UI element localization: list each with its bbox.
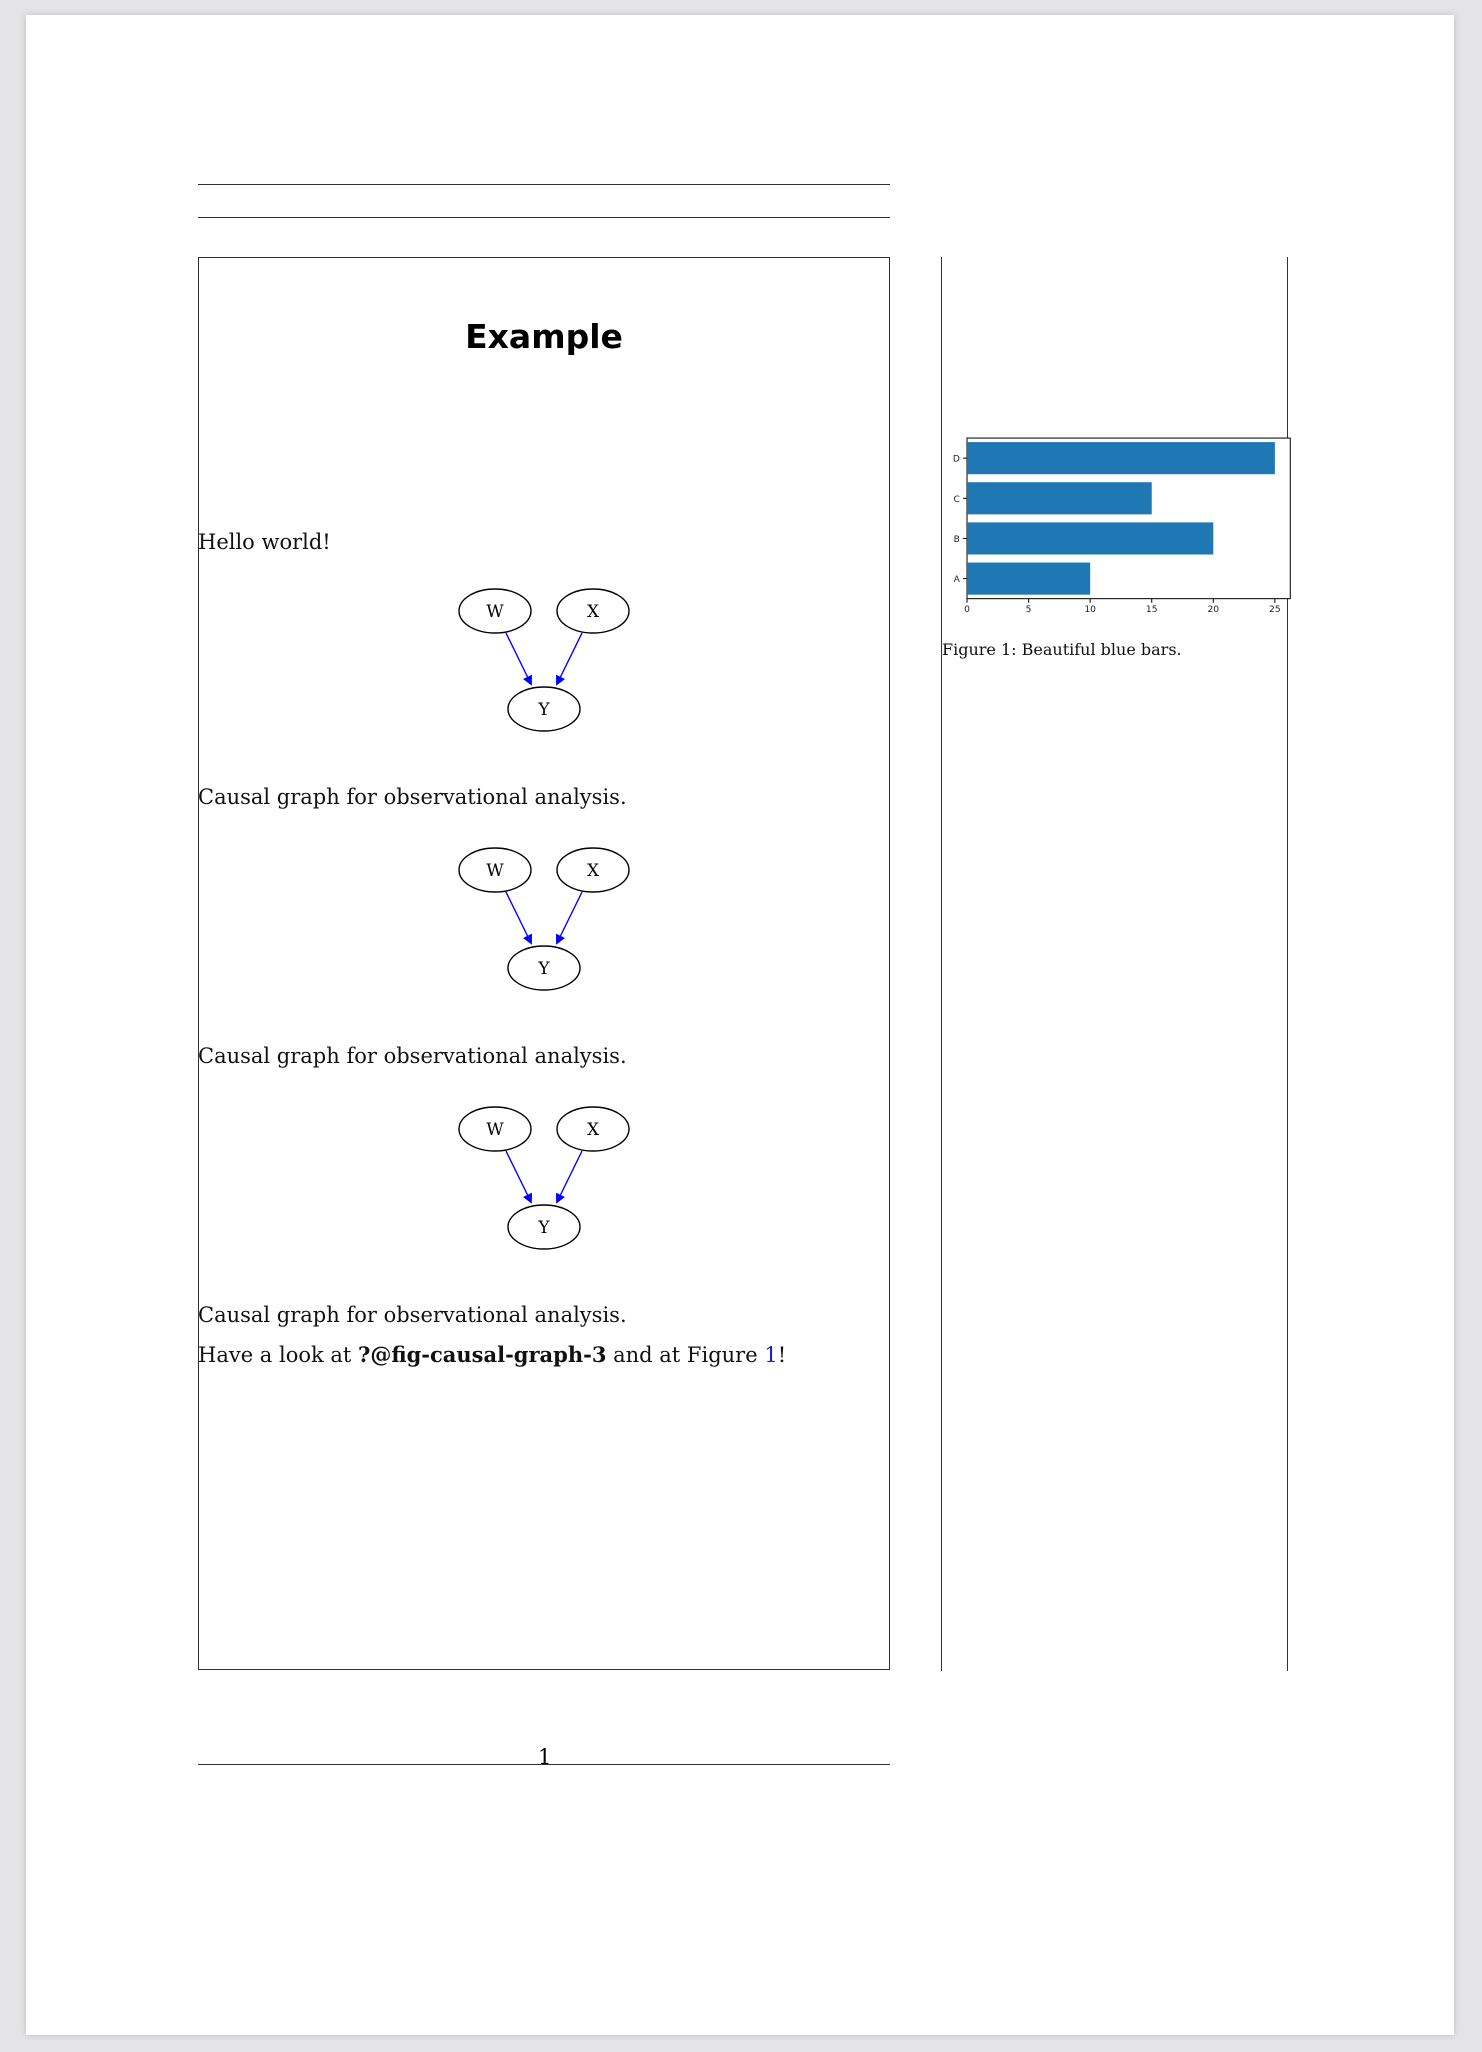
causal-graph-1 xyxy=(455,585,635,735)
graph-2-caption: Causal graph for observational analysis. xyxy=(198,1044,627,1068)
y-tick-label-c: C xyxy=(953,494,960,505)
node-y-label: Y xyxy=(538,959,550,979)
edge-w-y xyxy=(506,1151,531,1202)
bar-d xyxy=(967,442,1275,474)
page-number: 1 xyxy=(538,1745,552,1769)
figure-caption: Figure 1: Beautiful blue bars. xyxy=(942,640,1182,659)
footer-rule xyxy=(198,1764,890,1765)
edge-x-y xyxy=(557,1151,582,1202)
intro-text: Hello world! xyxy=(198,530,331,554)
reference-prefix: Have a look at xyxy=(198,1343,359,1367)
x-tick-label-10: 10 xyxy=(1084,604,1096,615)
reference-middle: and at Figure xyxy=(606,1343,765,1367)
reference-sentence xyxy=(198,1342,786,1367)
x-tick-label-25: 25 xyxy=(1269,604,1281,615)
unresolved-crossref: ?@fig-causal-graph-3 xyxy=(358,1342,607,1367)
bar-a xyxy=(967,563,1090,595)
y-tick-label-b: B xyxy=(953,535,960,546)
document-title: Example xyxy=(465,317,623,356)
edge-x-y xyxy=(557,892,582,943)
y-tick-label-d: D xyxy=(952,454,960,465)
node-w-label: W xyxy=(486,861,504,881)
x-tick-label-5: 5 xyxy=(1025,604,1032,615)
bar-c xyxy=(967,482,1152,514)
causal-graph-3 xyxy=(455,1103,635,1253)
x-tick-label-0: 0 xyxy=(964,604,970,615)
header-rule-bottom xyxy=(198,217,890,218)
bar-b xyxy=(967,522,1213,554)
causal-graph-2 xyxy=(455,844,635,994)
graph-3-caption: Causal graph for observational analysis. xyxy=(198,1303,627,1327)
header-rule-top xyxy=(198,184,890,185)
reference-suffix: ! xyxy=(777,1343,787,1367)
node-w-label: W xyxy=(486,1120,504,1140)
y-tick-label-a: A xyxy=(953,575,960,586)
edge-w-y xyxy=(506,892,531,943)
node-y-label: Y xyxy=(538,700,550,720)
node-y-label: Y xyxy=(538,1218,550,1238)
figure-1-link[interactable]: 1 xyxy=(764,1343,778,1367)
node-x-label: X xyxy=(586,602,600,622)
graph-1-caption: Causal graph for observational analysis. xyxy=(198,785,627,809)
node-x-label: X xyxy=(586,1120,600,1140)
x-tick-label-20: 20 xyxy=(1207,604,1220,615)
edge-x-y xyxy=(557,633,582,684)
node-w-label: W xyxy=(486,602,504,622)
bar-chart xyxy=(940,434,1300,619)
node-x-label: X xyxy=(586,861,600,881)
x-tick-label-15: 15 xyxy=(1145,604,1158,615)
edge-w-y xyxy=(506,633,531,684)
